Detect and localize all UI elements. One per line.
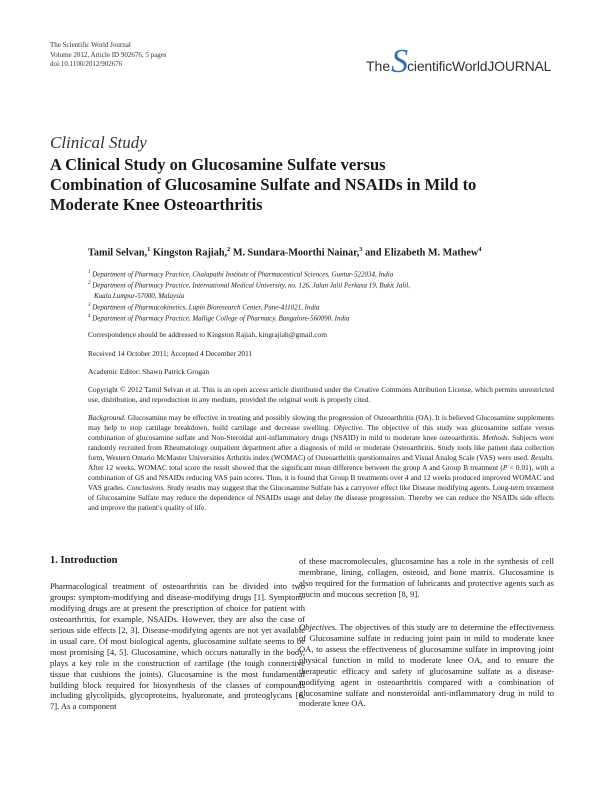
received-accepted-dates: Received 14 October 2011; Accepted 4 December 2011 [88,349,253,358]
journal-logo [366,43,552,80]
copyright-notice: Copyright © 2012 Tamil Selvan et al. This is an open access article distributed under the Creative Commons Attribution License, which permits unrestricted use, distribution, and reproduction in any medium, provided the original work is properly cited. [88,385,554,404]
journal-meta [50,41,167,70]
affiliation-item: $^1$ Department of Pharmacy Practice, Chalapathi Institute of Pharmaceutical Sciences, Guntur-522034, India [88,270,394,279]
title-line: Moderate Knee Osteoarthritis [50,195,263,214]
author-sup: 3 [359,246,363,253]
intro-paragraph: Pharmacological treatment of osteoarthritis can be divided into two groups: symptom-modifying and disease-modifying drugs [1]. Symptom-modifying drugs are at present the prescription of choice for patient with osteoarthritis, for example, NSAIDs. However, they are also the case of serious side effects [2, 3]. Disease-modifying agents are not yet available in usual care. Of most biological agents, glucosamine sulfate seems to be most promising [4, 5]. Glucosamine, which occurs naturally in the body, plays a key role in the construction of cartilage (the tough connective tissue that cushions the joints). Glucosamine is the most fundamental building block required for biosynthesis of the classes of compounds including glycolipids, glycoproteins, hyaluronate, and proteoglycans [6, 7]. As a component [50,580,305,712]
affiliation-item: $^2$ Department of Pharmacy Practice, International Medical University, no. 126, Jalan Jalil Perkasa 19, Bukit Jalil, [88,281,410,290]
logo-world: World [452,58,488,74]
journal-volume: Volume 2012, Article ID 902676, 5 pages [50,50,167,59]
title-line: A Clinical Study on Glucosamine Sulfate versus [50,155,386,174]
author-sup: 2 [227,246,231,253]
logo-s: S [391,43,409,80]
author-name: M. Sundara-Moorthi Nainar, [230,247,360,259]
correspondence-note: Correspondence should be addressed to Kingston Rajiah, kingrajiah@gmail.com [88,330,327,339]
author-sup: 1 [147,246,151,253]
academic-editor: Academic Editor: Shawn Patrick Grogan [88,367,210,376]
logo-journal: JOURNAL [487,58,552,74]
title-line: Combination of Glucosamine Sulfate and NSAIDs in Mild to [50,175,477,194]
affiliation-list [88,268,410,323]
author-name: Tamil Selvan, [88,247,148,259]
affiliation-item: $^4$ Department of Pharmacy Practice, Mallige College of Pharmacy, Bangalore-560090, India [88,313,350,323]
article-category: Clinical Study [50,133,147,152]
section-heading-introduction: 1. Introduction [50,555,118,566]
author-name: and Elizabeth M. Mathew [362,247,479,259]
objectives-paragraph: Objectives. The objectives of this study are to determine the effectiveness of Glucosamine sulfate in reducing joint pain in mild to moderate knee OA, to assess the effectiveness of glucosamine sulfate in improving joint physical function in mild to moderate knee OA, and to ensure the therapeutic efficacy and safety of glucosamine sulfate as a disease-modifying agent in osteoarthritis compared with a combination of glucosamine sulfate and nonsteroidal anti-inflammatory drug in mild to moderate knee OA. [299,621,554,709]
logo-the: The [366,58,391,74]
affiliation-item: $^3$ Department of Pharmacokinetics, Lupin Bioresearch Center, Pune-411021, India [88,302,320,311]
affiliation-item: Kuala Lumpur-57000, Malaysia [94,291,185,300]
author-list [88,246,482,258]
journal-name: The Scientific World Journal [50,41,131,49]
article-title [50,155,530,215]
logo-cientific: cientific [407,58,453,74]
journal-doi: doi:10.1100/2012/902676 [50,60,123,68]
body-column-left [50,556,305,712]
body-column-right [299,556,554,709]
intro-paragraph: of these macromolecules, glucosamine has a role in the synthesis of cell membrane, lining, collagen, osteoid, and bone matrix. Glucosamine is also required for the formation of lubricants and protective agents such as mucin and mucous secretion [8, 9]. [299,556,554,599]
abstract: Background. Glucosamine may be effective in treating and possibly slowing the progression of Osteoarthritis (OA). It is believed Glucosamine supplements may help to stop cartilage breakdown, build cartilage and decrease swelling. Objective. The objective of this study was glucosamine sulfate versus combination of glucosamine sulfate and Non-Steroidal anti-inflammatory drugs (NSAID) in mild to moderate knee osteoarthritis. Methods. Subjects were randomly recruited from Rheumatology outpatient department after a diagnosis of mild or moderate Osteoarthritis. Study tools like patient data collection form, Western Ontario McMaster Universities Arthritis index (WOMAC) of Osteoarthritis questionnaires and Visual Analog Scale (VAS) were used. Results. After 12 weeks, WOMAC total score the result showed that the significant mean difference between the group A and Group B treatment (P < 0.01), with a combination of GS and NSAIDs reducing VAS pain scores. Thus, it is found that Group B treatments over 4 and 12 weeks produced improved WOMAC and VAS grades. Conclusions. Study results may suggest that the Glucosamine Sulfate has a carryover effect like Disease modifying agents. Long-term treatment of Glucosamine Sulfate may reduce the dependence of NSAIDs usage and delay the disease progression. Thereby we can reduce the NSAIDs side effects and improve the patient's quality of life. [88,413,554,512]
author-name: Kingston Rajiah, [150,247,228,259]
author-sup: 4 [478,246,482,253]
